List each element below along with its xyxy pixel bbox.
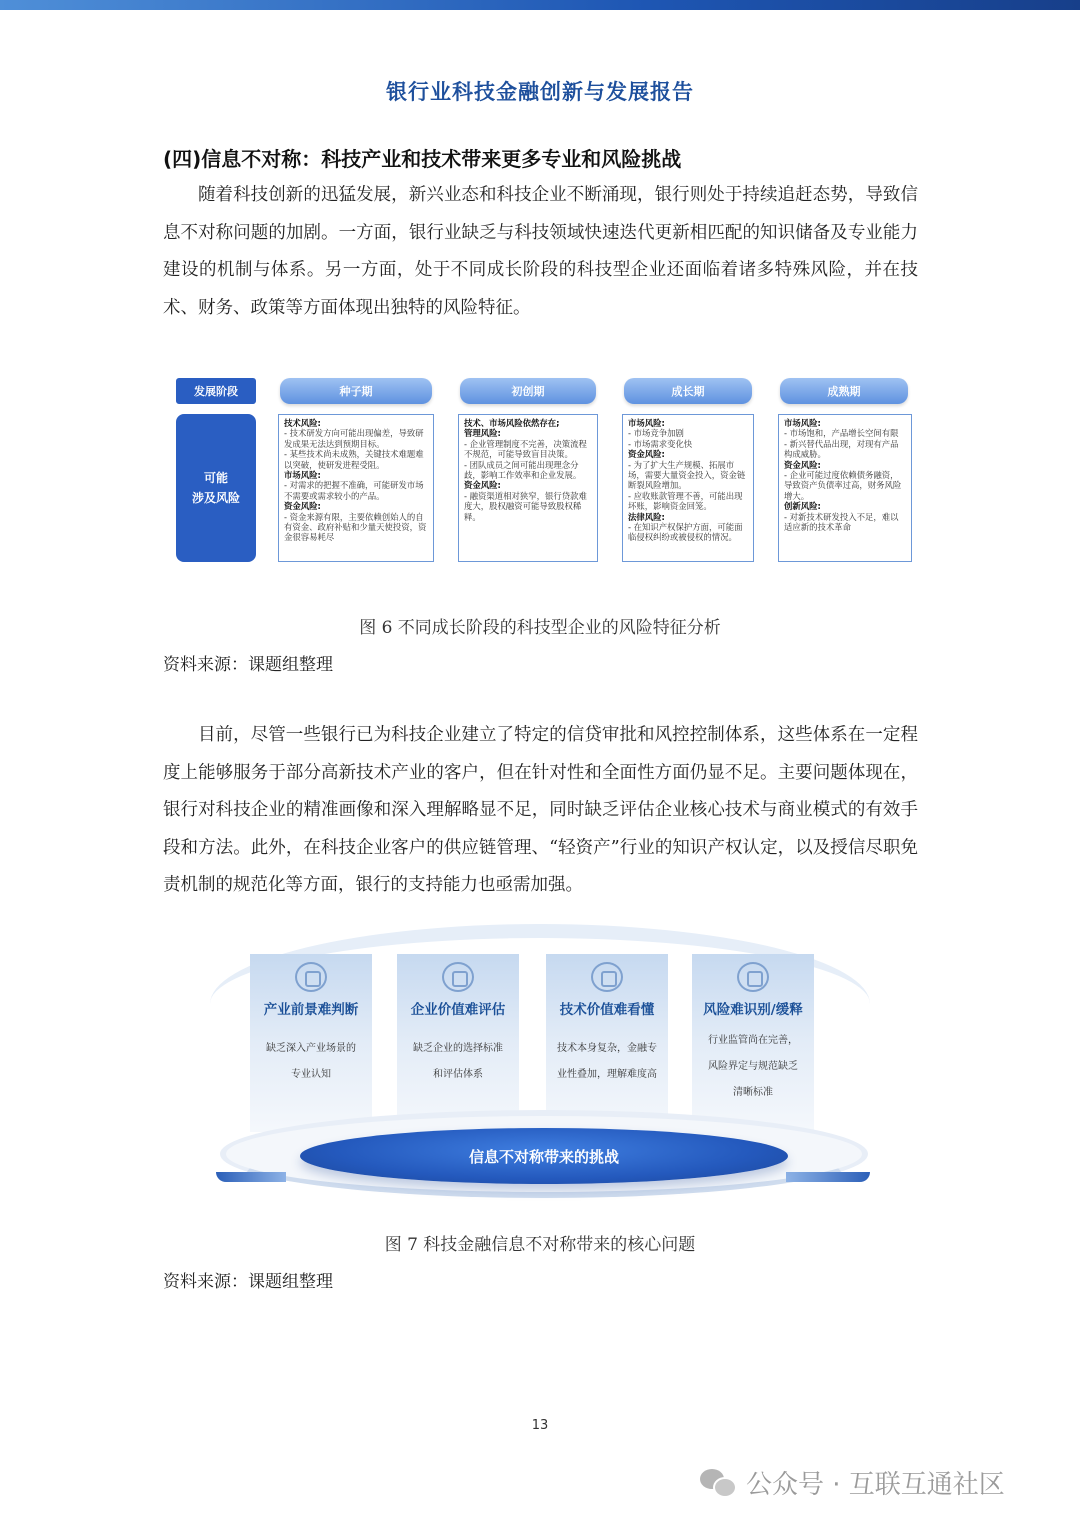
figure-7-source: 资料来源：课题组整理 xyxy=(163,1272,333,1292)
risk-item: - 为了扩大生产规模、拓展市场，需要大量资金投入，资金链断裂风险增加。 xyxy=(628,459,746,491)
wechat-icon xyxy=(700,1467,736,1497)
desc-line: 缺乏深入产业场景的 xyxy=(266,1043,356,1054)
top-accent-bar xyxy=(0,0,1080,10)
watermark-text: 公众号 · 互联互通社区 xyxy=(746,1469,1005,1500)
risk-type-heading: 技术、市场风险依然存在; xyxy=(464,418,560,428)
risk-item: - 企业可能过度依赖债务融资，导致资产负债率过高，财务风险增大。 xyxy=(784,470,902,501)
desc-line: 专业认知 xyxy=(291,1069,331,1080)
stage-risk-box-growth xyxy=(622,414,754,562)
stage-header-mature: 成熟期 xyxy=(780,378,908,404)
globe-icon xyxy=(295,962,327,992)
stage-risk-box-seed xyxy=(278,414,434,562)
risk-label xyxy=(176,414,256,562)
challenge-title: 产业前景难判断 xyxy=(263,1002,359,1018)
challenge-card-technology xyxy=(546,954,668,1132)
risk-item: - 团队成员之间可能出现理念分歧，影响工作效率和企业发展。 xyxy=(464,459,582,481)
risk-type-heading: 资金风险: xyxy=(284,501,321,512)
risk-item: - 企业管理制度不完善，决策流程不规范，可能导致盲目决策。 xyxy=(464,438,587,460)
page-number: 13 xyxy=(531,1418,549,1433)
risk-type-heading: 资金风险: xyxy=(628,449,665,460)
figure-6-caption: 图 6 不同成长阶段的科技型企业的风险特征分析 xyxy=(359,618,721,638)
figure-7-diagram xyxy=(200,924,880,1212)
stage-risk-box-startup xyxy=(458,414,598,562)
stage-label: 发展阶段 xyxy=(176,378,256,404)
risk-type-heading: 市场风险: xyxy=(784,418,821,428)
risk-item: - 市场饱和，产品增长空间有限 xyxy=(784,428,899,439)
risk-item: - 应收账款管理不善，可能出现坏账，影响资金回笼。 xyxy=(628,490,743,512)
challenge-desc xyxy=(702,1028,804,1106)
section-heading: (四)信息不对称：科技产业和技术带来更多专业和风险挑战 xyxy=(163,147,682,171)
risk-item: - 市场需求变化快 xyxy=(628,438,693,449)
challenge-desc xyxy=(556,1036,658,1088)
challenge-title: 技术价值难看懂 xyxy=(559,1002,655,1018)
risk-type-heading: 市场风险: xyxy=(628,418,665,428)
challenge-title: 企业价值难评估 xyxy=(410,1002,506,1018)
challenge-card-industry xyxy=(250,954,372,1132)
gear-people-icon xyxy=(442,962,474,992)
paragraph-2: 目前，尽管一些银行已为科技企业建立了特定的信贷审批和风控控制体系，这些体系在一定程度上能够服务于部分高新技术产业的客户，但在针对性和全面性方面仍显不足。主要问题体现在，银行对科技企业的精准画像和深入理解略显不足，同时缺乏评估企业核心技术与商业模式的有效手段和方法。此外，在科技企业客户的供应链管理、“轻资产”行业的知识产权认定，以及授信尽职免责机制的规范化等方面，银行的支持能力也亟需加强。 xyxy=(163,725,918,895)
desc-line: 业性叠加，理解难度高 xyxy=(557,1069,657,1080)
desc-line: 技术本身复杂，金融专 xyxy=(557,1043,657,1054)
core-challenge-ellipse: 信息不对称带来的挑战 xyxy=(300,1128,788,1184)
figure-6-source: 资料来源：课题组整理 xyxy=(163,655,333,675)
desc-line: 清晰标准 xyxy=(733,1087,773,1098)
risk-item: - 市场竞争加剧 xyxy=(628,428,684,439)
risk-item: - 某些技术尚未成熟，关键技术难题难以突破，使研发进程受阻。 xyxy=(284,449,424,470)
risk-label-line2: 涉及风险 xyxy=(191,491,240,505)
desc-line: 行业监管尚在完善， xyxy=(708,1035,798,1046)
risk-label-line1: 可能 xyxy=(203,471,228,485)
desc-line: 和评估体系 xyxy=(433,1069,483,1080)
challenge-title: 风险难识别/缓释 xyxy=(703,1002,803,1018)
stage-risk-box-mature xyxy=(778,414,912,562)
challenge-desc xyxy=(260,1036,362,1088)
desc-line: 缺乏企业的选择标准 xyxy=(413,1043,503,1054)
ring-accent-left xyxy=(216,1172,286,1182)
risk-item: - 新兴替代品出现，对现有产品构成威胁。 xyxy=(784,438,899,460)
paragraph-1: 随着科技创新的迅猛发展，新兴业态和科技企业不断涌现，银行则处于持续追赶态势，导致信息不对称问题的加剧。一方面，银行业缺乏与科技领域快速迭代更新相匹配的知识储备及专业能力建设的机制与体系。另一方面，处于不同成长阶段的科技型企业还面临着诸多特殊风险，并在技术、财务、政策等方面体现出独特的风险特征。 xyxy=(163,185,918,318)
figure-7-caption: 图 7 科技金融信息不对称带来的核心问题 xyxy=(384,1235,696,1255)
risk-type-heading: 技术风险: xyxy=(284,418,321,428)
challenge-card-enterprise xyxy=(397,954,519,1132)
risk-type-heading: 市场风险: xyxy=(284,470,321,481)
risk-item: - 资金来源有限，主要依赖创始人的自有资金、政府补贴和少量天使投资，资金很容易耗尽 xyxy=(284,511,427,543)
desc-line: 风险界定与规范缺乏 xyxy=(708,1061,798,1072)
watermark xyxy=(700,1462,1005,1502)
stage-header-growth: 成长期 xyxy=(624,378,752,404)
stage-header-startup: 初创期 xyxy=(460,378,596,404)
risk-item: - 融资渠道相对狭窄，银行贷款难度大，股权融资可能导致股权稀释。 xyxy=(464,490,587,522)
stage-header-seed: 种子期 xyxy=(280,378,432,404)
document-title: 银行业科技金融创新与发展报告 xyxy=(386,80,694,104)
figure-6-risk-table xyxy=(176,374,916,566)
risk-type-heading: 资金风险: xyxy=(784,459,821,470)
risk-item: - 在知识产权保护方面，可能面临侵权纠纷或被侵权的情况。 xyxy=(628,522,743,543)
risk-type-heading: 管理风险: xyxy=(464,428,501,439)
risk-type-heading: 法律风险: xyxy=(628,511,665,522)
shield-icon xyxy=(737,962,769,992)
risk-item: - 对新技术研发投入不足，难以适应新的技术革命 xyxy=(784,511,899,533)
chip-icon xyxy=(591,962,623,992)
risk-item: - 对需求的把握不准确，可能研发市场不需要或需求较小的产品。 xyxy=(284,480,424,501)
risk-item: - 技术研发方向可能出现偏差，导致研发成果无法达到预期目标。 xyxy=(284,428,424,449)
risk-type-heading: 创新风险: xyxy=(784,501,821,512)
challenge-desc xyxy=(407,1036,509,1088)
challenge-card-risk xyxy=(692,954,814,1132)
risk-type-heading: 资金风险: xyxy=(464,480,501,491)
ring-accent-right xyxy=(786,1172,870,1182)
